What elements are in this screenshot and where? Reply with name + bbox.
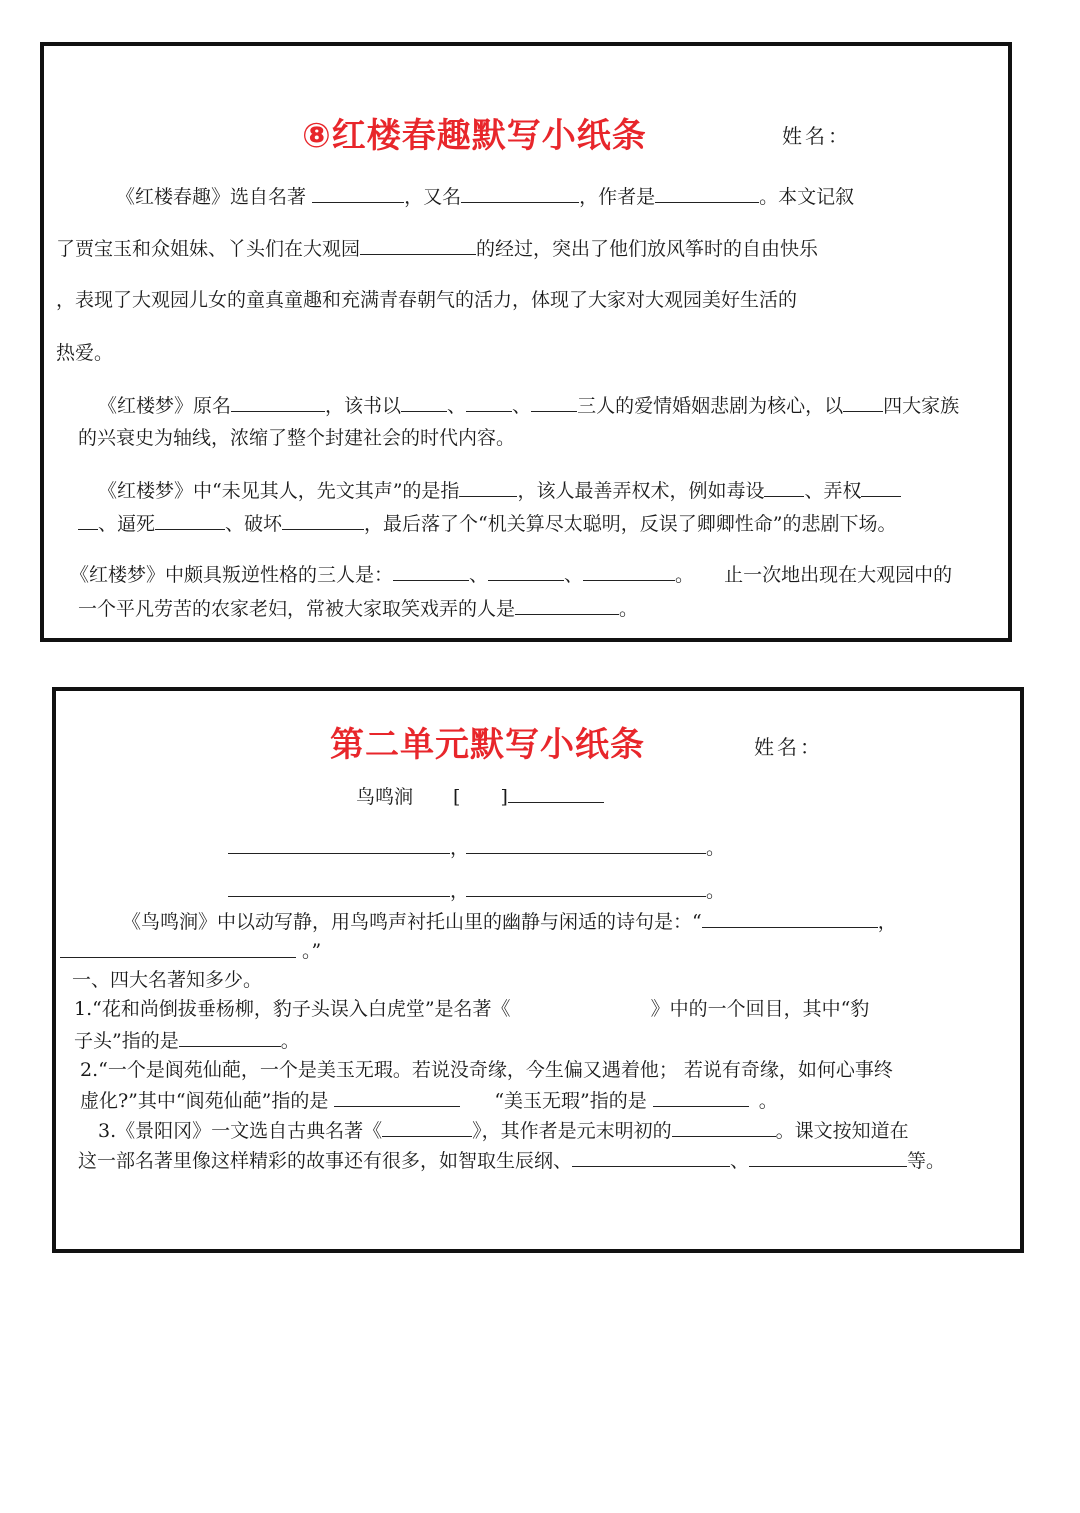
poem-line2-comma: ， <box>450 880 470 902</box>
blank-author[interactable] <box>655 182 759 203</box>
blank-jingyang-book[interactable] <box>382 1116 472 1137</box>
blank-alias[interactable] <box>461 182 579 203</box>
blank-old-woman[interactable] <box>515 594 619 615</box>
blank-families[interactable] <box>843 391 883 412</box>
poem-header: 鸟鸣涧 [ ] <box>356 782 604 810</box>
blank-story-2[interactable] <box>749 1146 907 1167</box>
item1-line2: 子头”指的是 。 <box>74 1026 300 1054</box>
card2-title: 第二单元默写小纸条 <box>330 725 645 765</box>
item3-line2: 这一部名著里像这样精彩的故事还有很多，如智取生辰纲、 、 等。 <box>78 1146 945 1174</box>
item1-line1: 1.“花和尚倒拔垂杨柳，豹子头误入白虎堂”是名著《 》中的一个回目，其中“豹 <box>74 998 870 1020</box>
blank-forced-death[interactable] <box>155 509 225 530</box>
blank-rebel-3[interactable] <box>583 560 675 581</box>
blank-destroy[interactable] <box>282 509 364 530</box>
blank-meiyu[interactable] <box>653 1086 749 1107</box>
blank-character[interactable] <box>459 476 517 497</box>
poem-title: 鸟鸣涧 <box>356 786 414 808</box>
poem-line1-period: 。 <box>706 837 726 859</box>
poem-question: 《鸟鸣涧》中以动写静，用鸟鸣声衬托山里的幽静与闲适的诗句是：“ ， <box>122 907 897 935</box>
section-title: 一、四大名著知多少。 <box>72 969 263 991</box>
blank-langyuan[interactable] <box>334 1086 460 1107</box>
blank-poem-verse-2[interactable] <box>60 957 296 958</box>
card1-name-label: 姓名： <box>782 124 851 148</box>
dictation-card-1 <box>40 42 1012 642</box>
blank-power-1[interactable] <box>861 476 901 497</box>
poem-line2-period: 。 <box>706 880 726 902</box>
blank-power-2[interactable] <box>78 509 98 530</box>
blank-masterpiece[interactable] <box>312 182 404 203</box>
card1-p1-line2: 了贾宝玉和众姐妹、丫头们在大观园 的经过，突出了他们放风筝时的自由快乐 <box>56 234 818 262</box>
card1-p4-line2: 一个平凡劳苦的农家老妇，常被大家取笑戏弄的人是 。 <box>78 594 638 622</box>
blank-rebel-2[interactable] <box>488 560 564 581</box>
blank-poet[interactable] <box>508 782 604 803</box>
blank-person-3[interactable] <box>531 391 577 412</box>
poem-line1-blank-b[interactable] <box>466 853 706 854</box>
card1-p1-line3: ，表现了大观园儿女的童真童趣和充满青春朝气的活力，体现了大家对大观园美好生活的 <box>56 289 798 311</box>
dictation-card-2 <box>52 687 1024 1253</box>
poem-line1-blank-a[interactable] <box>228 853 450 854</box>
poem-line2-blank-a[interactable] <box>228 896 450 897</box>
card2-name-label: 姓名： <box>754 735 823 759</box>
card1-p3-line1: 《红楼梦》中“未见其人，先文其声”的是指 ，该人最善弄权术，例如毒设 、弄权 <box>98 476 901 504</box>
blank-activity[interactable] <box>360 234 476 255</box>
blank-story-1[interactable] <box>572 1146 730 1167</box>
card1-p3-line2: 、逼死 、破坏 ，最后落了个“机关算尽太聪明，反误了卿卿性命”的悲剧下场。 <box>78 509 896 537</box>
blank-rebel-1[interactable] <box>393 560 469 581</box>
card1-p1-line1: 《红楼春趣》选自名著 ，又名 ，作者是 。本文记叙 <box>116 182 854 210</box>
poem-line2-blank-b[interactable] <box>466 896 706 897</box>
card1-p2-line2: 的兴衰史为轴线，浓缩了整个封建社会的时代内容。 <box>78 427 516 449</box>
card1-p2-line1: 《红楼梦》原名 ，该书以 、 、 三人的爱情婚姻悲剧为核心，以 四大家族 <box>98 391 959 419</box>
item2-line1: 2.“一个是阆苑仙葩，一个是美玉无瑕。若说没奇缘，今生偏又遇着他； 若说有奇缘，如何心事终 <box>80 1059 893 1081</box>
blank-original-name[interactable] <box>231 391 325 412</box>
card1-title: ⑧红楼春趣默写小纸条 <box>302 116 647 156</box>
blank-leopard-head[interactable] <box>179 1026 281 1047</box>
item2-line2: 虚化?”其中“阆苑仙葩”指的是 “美玉无瑕”指的是 。 <box>80 1086 778 1114</box>
blank-person-2[interactable] <box>466 391 512 412</box>
blank-poem-verse-1[interactable] <box>702 907 878 928</box>
poem-question-end: 。” <box>302 940 322 962</box>
blank-poison[interactable] <box>764 476 804 497</box>
item3-line1: 3.《景阳冈》一文选自古典名著《 》，其作者是元末明初的 。课文按知道在 <box>98 1116 909 1144</box>
blank-jingyang-author[interactable] <box>672 1116 776 1137</box>
blank-person-1[interactable] <box>401 391 447 412</box>
card1-p1-line4: 热爱。 <box>56 342 114 364</box>
card1-p4-line1: 《红楼梦》中颇具叛逆性格的三人是： 、 、 。 止一次地出现在大观园中的 <box>70 560 952 588</box>
poem-line1-comma: ， <box>450 837 470 859</box>
